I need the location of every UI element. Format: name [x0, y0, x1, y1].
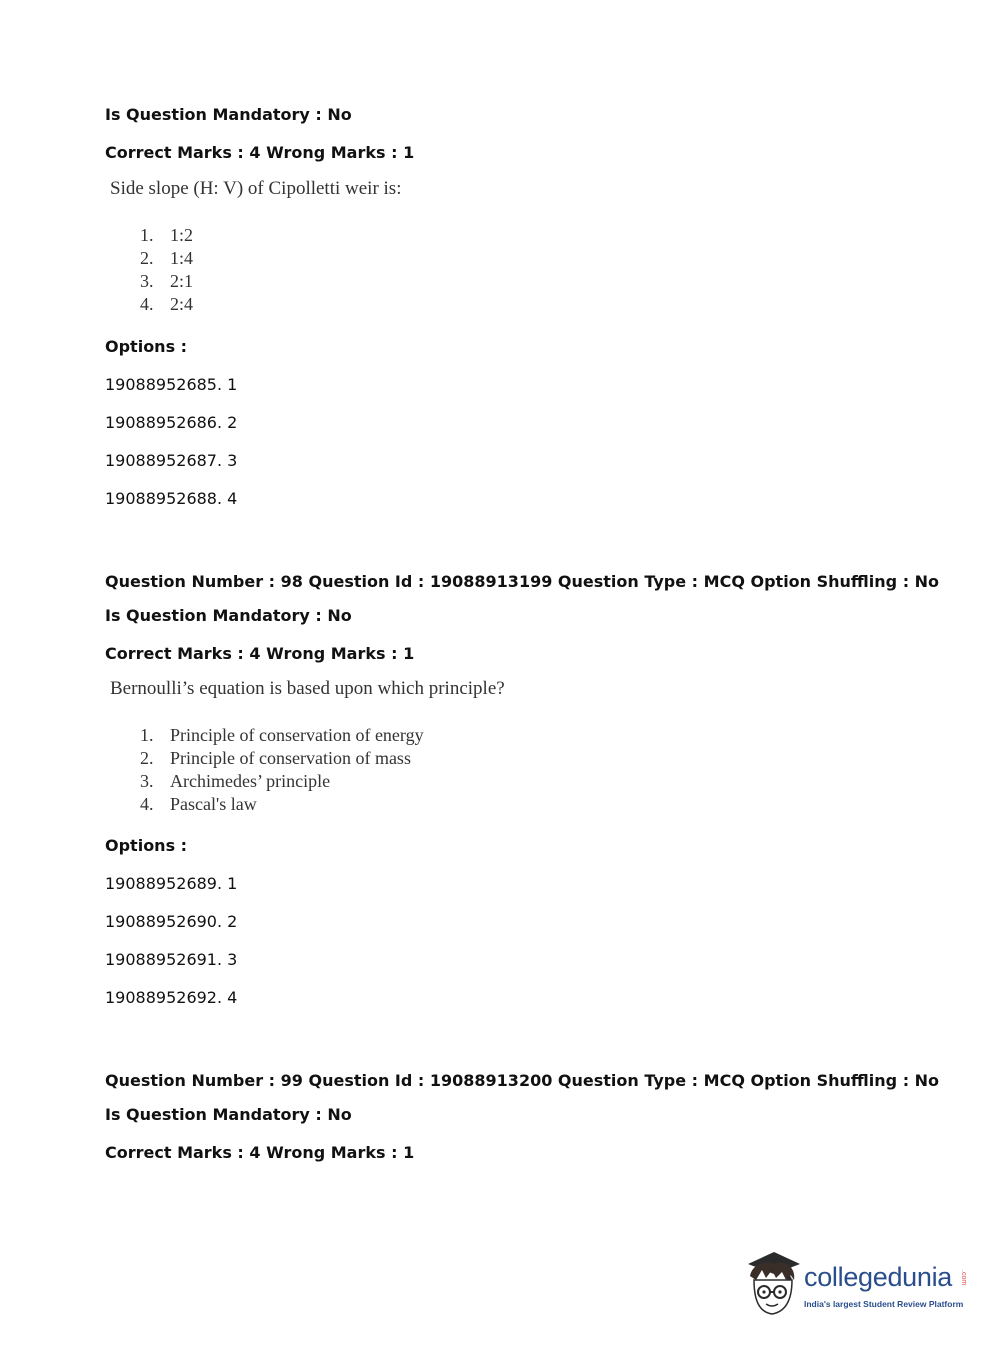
q97-option-id: 19088952688. 4 [105, 489, 238, 508]
logo-wordmark: collegedunia [804, 1262, 953, 1292]
mascot-icon [742, 1250, 804, 1320]
q98-choice-1: 1. Principle of conservation of energy [140, 725, 424, 745]
collegedunia-logo[interactable] [742, 1250, 972, 1320]
q97-choice-2: 2. 1:4 [140, 248, 194, 268]
q97-option-id: 19088952686. 2 [105, 413, 238, 432]
q99-mandatory: Is Question Mandatory : No [105, 1105, 352, 1124]
q97-choice-1: 1. 1:2 [140, 225, 194, 245]
q97-options-label: Options : [105, 337, 188, 356]
q98-option-id: 19088952692. 4 [105, 988, 238, 1007]
q97-mandatory: Is Question Mandatory : No [105, 105, 352, 124]
q98-options-label: Options : [105, 836, 188, 855]
q97-choice-3: 3. 2:1 [140, 271, 194, 291]
q97-question-text: Side slope (H: V) of Cipolletti weir is: [110, 178, 402, 199]
logo-suffix: .com [960, 1270, 967, 1286]
q99-header: Question Number : 99 Question Id : 19088913200 Question Type : MCQ Option Shuffling : No [105, 1071, 940, 1090]
q98-choice-2: 2. Principle of conservation of mass [140, 748, 411, 768]
logo-tagline: India's largest Student Review Platform [804, 1299, 964, 1309]
q98-option-id: 19088952691. 3 [105, 950, 238, 969]
q99-marks: Correct Marks : 4 Wrong Marks : 1 [105, 1143, 415, 1162]
q98-choice-4: 4. Pascal's law [140, 794, 257, 814]
q97-option-id: 19088952685. 1 [105, 375, 238, 394]
q98-option-id: 19088952690. 2 [105, 912, 238, 931]
q97-option-id: 19088952687. 3 [105, 451, 238, 470]
q98-header: Question Number : 98 Question Id : 19088913199 Question Type : MCQ Option Shuffling : No [105, 572, 940, 591]
q98-option-id: 19088952689. 1 [105, 874, 238, 893]
q98-choice-3: 3. Archimedes’ principle [140, 771, 331, 791]
q98-marks: Correct Marks : 4 Wrong Marks : 1 [105, 644, 415, 663]
q97-marks: Correct Marks : 4 Wrong Marks : 1 [105, 143, 415, 162]
q98-mandatory: Is Question Mandatory : No [105, 606, 352, 625]
q97-choice-4: 4. 2:4 [140, 294, 194, 314]
q98-question-text: Bernoulli’s equation is based upon which principle? [110, 678, 505, 699]
